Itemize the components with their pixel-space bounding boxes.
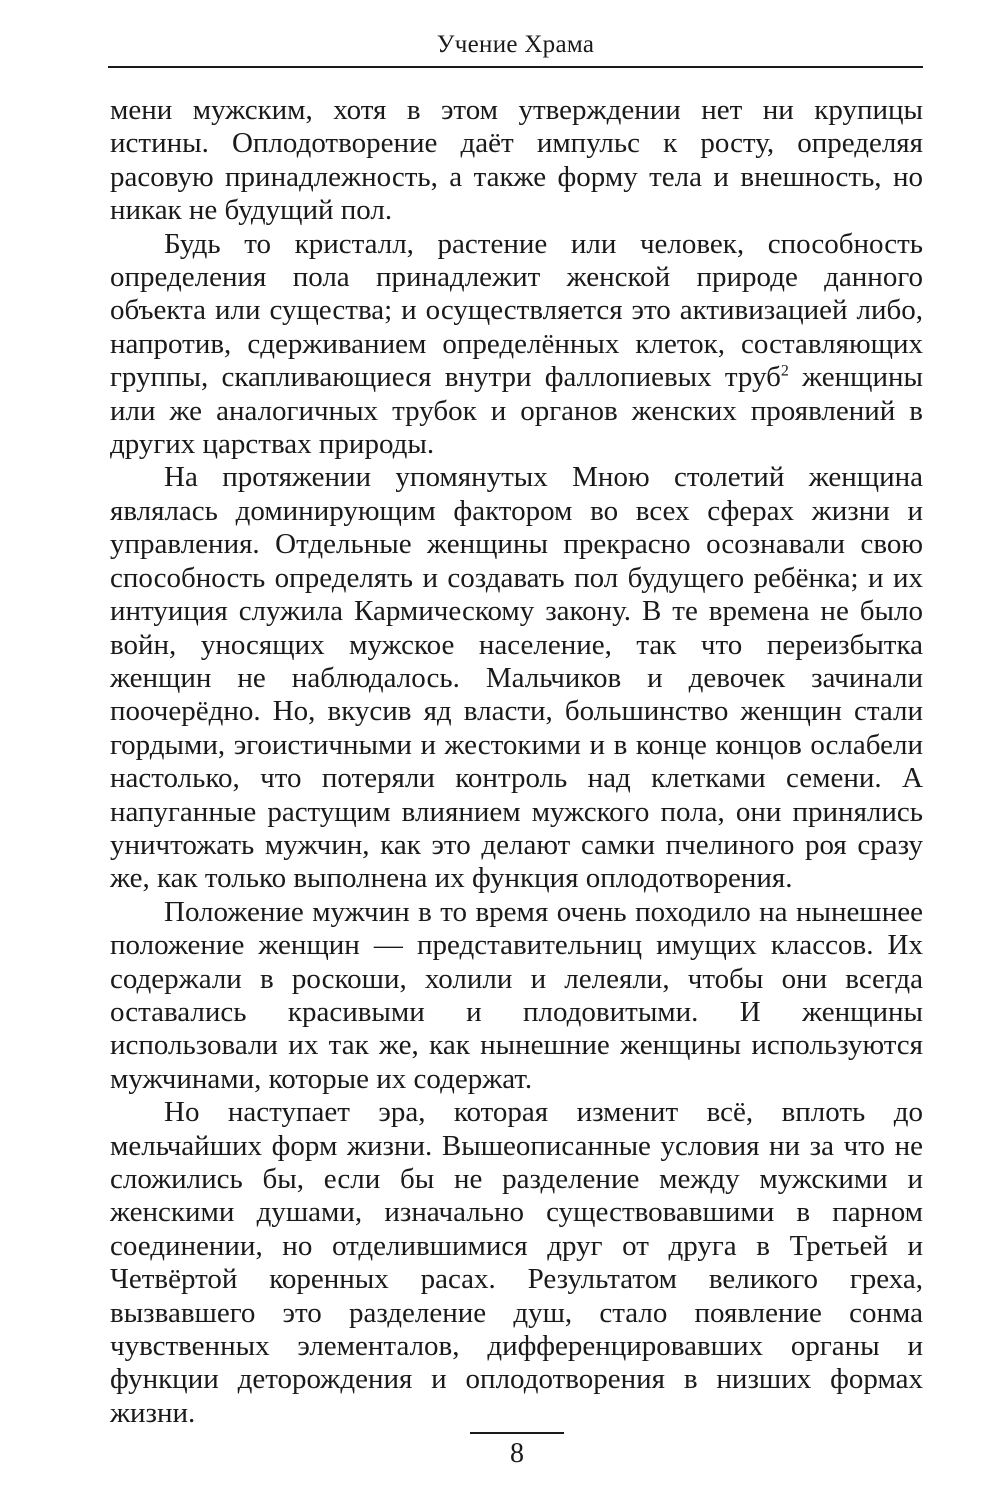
paragraph-1: мени мужским, хотя в этом утверждении нет ни крупицы истины. Оплодотворение даёт импульс к росту, определяя расовую принадлежность, а также форму тела и внешность, но никак не будущий пол. (110, 94, 923, 227)
paragraph-2-text-start: Будь то кристалл, растение или человек, способность определения пола принадлежит женской природе данного объекта или существа; и осуществляется это активизацией либо, напротив, сдерживанием определённых клеток, составляющих группы, скапливающиеся внутри фаллопиевых труб (110, 227, 923, 394)
paragraph-2-text-end: женщины или же аналогичных трубок и органов женских проявлений в других царствах природы. (110, 361, 923, 461)
paragraph-4: Положение мужчин в то время очень походило на нынешнее положение женщин — представительниц имущих классов. Их содержали в роскоши, холили и лелеяли, чтобы они всегда оставались красивыми и плодовитыми. И женщины использовали их так же, как нынешние женщины используются мужчинами, которые их содержат. (110, 895, 923, 1095)
running-head-title: Учение Храма (436, 31, 595, 58)
paragraph-3: На протяжении упомянутых Мною столетий женщина являлась доминирующим фактором во всех сферах жизни и управления. Отдельные женщины прекрасно осознавали свою способность определять и создавать пол будущего ребёнка; и их интуиция служила Кармическому закону. В те времена не было войн, уносящих мужское население, так что переизбытка женщин не наблюдалось. Мальчиков и девочек зачинали поочерёдно. Но, вкусив яд власти, большинство женщин стали гордыми, эгоистичными и жестокими и в конце концов ослабели настолько, что потеряли контроль над клетками семени. А напуганные растущим влиянием мужского пола, они принялись уничтожать мужчин, как это делают самки пчелиного роя сразу же, как только выполнена их функция оплодотворения. (110, 461, 923, 895)
paragraph-5: Но наступает эра, которая изменит всё, вплоть до мельчайших форм жизни. Вышеописанные условия ни за что не сложились бы, если бы не разделение между мужскими и женскими душами, изначально существовавшими в парном соединении, но отделившимися друг от друга в Третьей и Четвёртой коренных расах. Результатом великого греха, вызвавшего это разделение душ, стало появление сонма чувственных элементалов, дифференцировавших органы и функции деторождения и оплодотворения в низших формах жизни. (110, 1096, 923, 1429)
footnote-reference[interactable]: 2 (780, 362, 789, 380)
paragraph-2 (110, 228, 923, 462)
footer-rule (470, 1432, 564, 1434)
page-body (110, 94, 923, 1430)
header-rule (108, 66, 923, 68)
page-number: 8 (510, 1438, 524, 1469)
